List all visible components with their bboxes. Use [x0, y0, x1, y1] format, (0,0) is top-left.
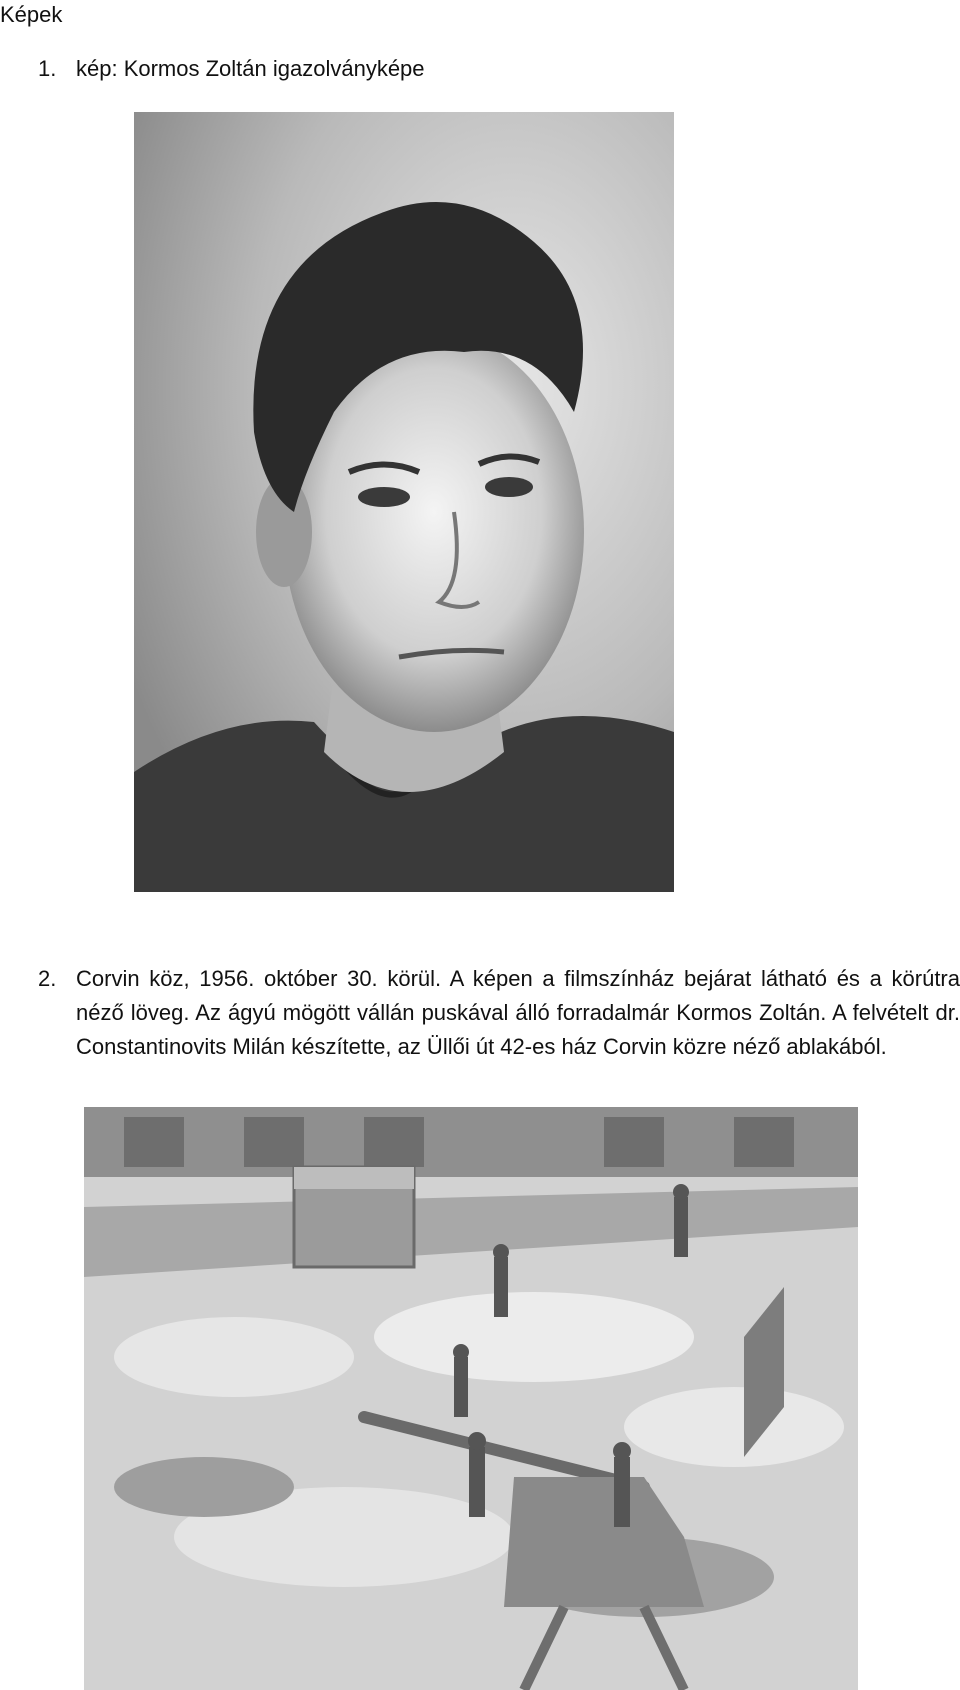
portrait-photo-image [134, 112, 674, 892]
list-item-1-caption: kép: Kormos Zoltán igazolványképe [76, 56, 425, 81]
page-heading: Képek [0, 2, 63, 27]
street-scene-photo [84, 1107, 858, 1690]
street-scene-photo-image [84, 1107, 858, 1690]
list-item-1 [38, 52, 918, 86]
list-item-2-number: 2. [38, 966, 57, 991]
list-item-2 [38, 962, 960, 1064]
list-item-1-number: 1. [38, 56, 57, 81]
list-item-2-caption: Corvin köz, 1956. október 30. körül. A képen a filmszínház bejárat látható és a körútra néző löveg. Az ágyú mögött vállán puskával álló forradalmár Kormos Zoltán. A felvételt dr. Constantinovits Milán készítette, az Üllői út 42-es ház Corvin közre néző ablakából. [76, 966, 960, 1059]
portrait-photo [134, 112, 674, 892]
